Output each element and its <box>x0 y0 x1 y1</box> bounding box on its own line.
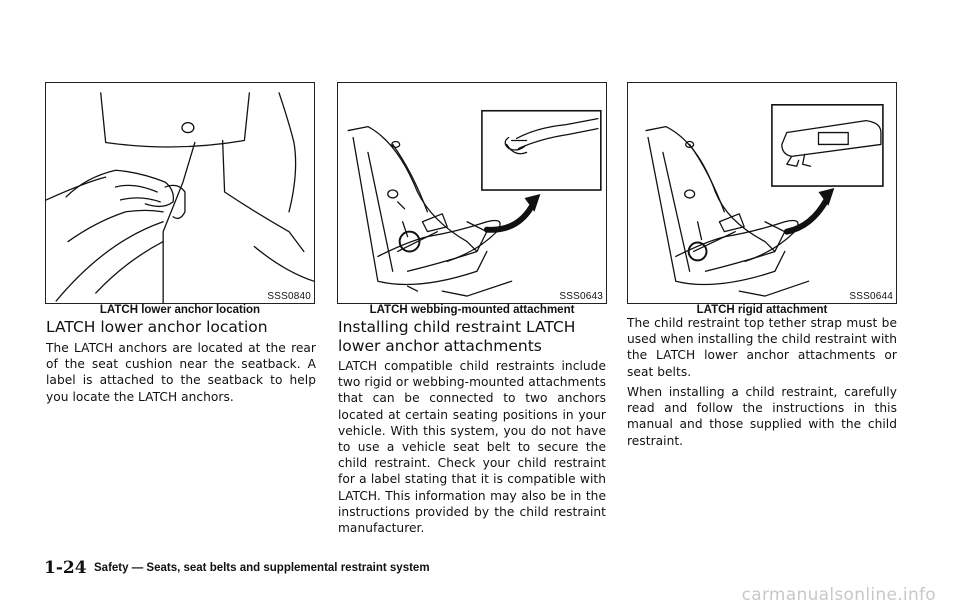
section-heading: LATCH lower anchor location <box>46 318 268 336</box>
section-heading: Installing child restraint LATCH lower anchor attachments <box>338 318 576 355</box>
figure-rigid-attachment <box>627 82 897 304</box>
body-paragraph: When installing a child restraint, carefully read and follow the instructions in this manual and those supplied with the child restraint. <box>627 385 897 448</box>
figure-code: SSS0840 <box>267 291 311 302</box>
body-paragraph: LATCH compatible child restraints include two rigid or webbing-mounted attachments that can be connected to two anchors located at certain seating positions in your vehicle. With this system, you do not have to use a vehicle seat belt to secure the child restraint. Check your child restraint for a label stating that it is compatible with LATCH. This information may also be in the instructions provided by the child restraint manufacturer. <box>338 359 606 536</box>
rigid-attachment-illustration <box>628 83 896 303</box>
lower-anchor-illustration <box>46 83 314 303</box>
figure-code: SSS0643 <box>559 291 603 302</box>
footer-section-title: Safety — Seats, seat belts and supplemental restraint system <box>94 562 430 574</box>
figure-caption: LATCH rigid attachment <box>696 304 828 316</box>
figure-code: SSS0644 <box>849 291 893 302</box>
figure-lower-anchor-location <box>45 82 315 304</box>
figure-caption: LATCH lower anchor location <box>99 304 261 316</box>
watermark-text: carmanualsonline.info <box>741 585 936 605</box>
page-number: 1-24 <box>44 558 87 578</box>
body-paragraph: The child restraint top tether strap must be used when installing the child restraint with the LATCH lower anchor attachments or seat belts. <box>627 316 897 379</box>
figure-webbing-mounted-attachment <box>337 82 607 304</box>
webbing-attachment-illustration <box>338 83 606 303</box>
body-paragraph: The LATCH anchors are located at the rear of the seat cushion near the seatback. A label is attached to the seatback to help you locate the LATCH anchors. <box>46 341 316 404</box>
figure-caption: LATCH webbing-mounted attachment <box>369 304 575 316</box>
